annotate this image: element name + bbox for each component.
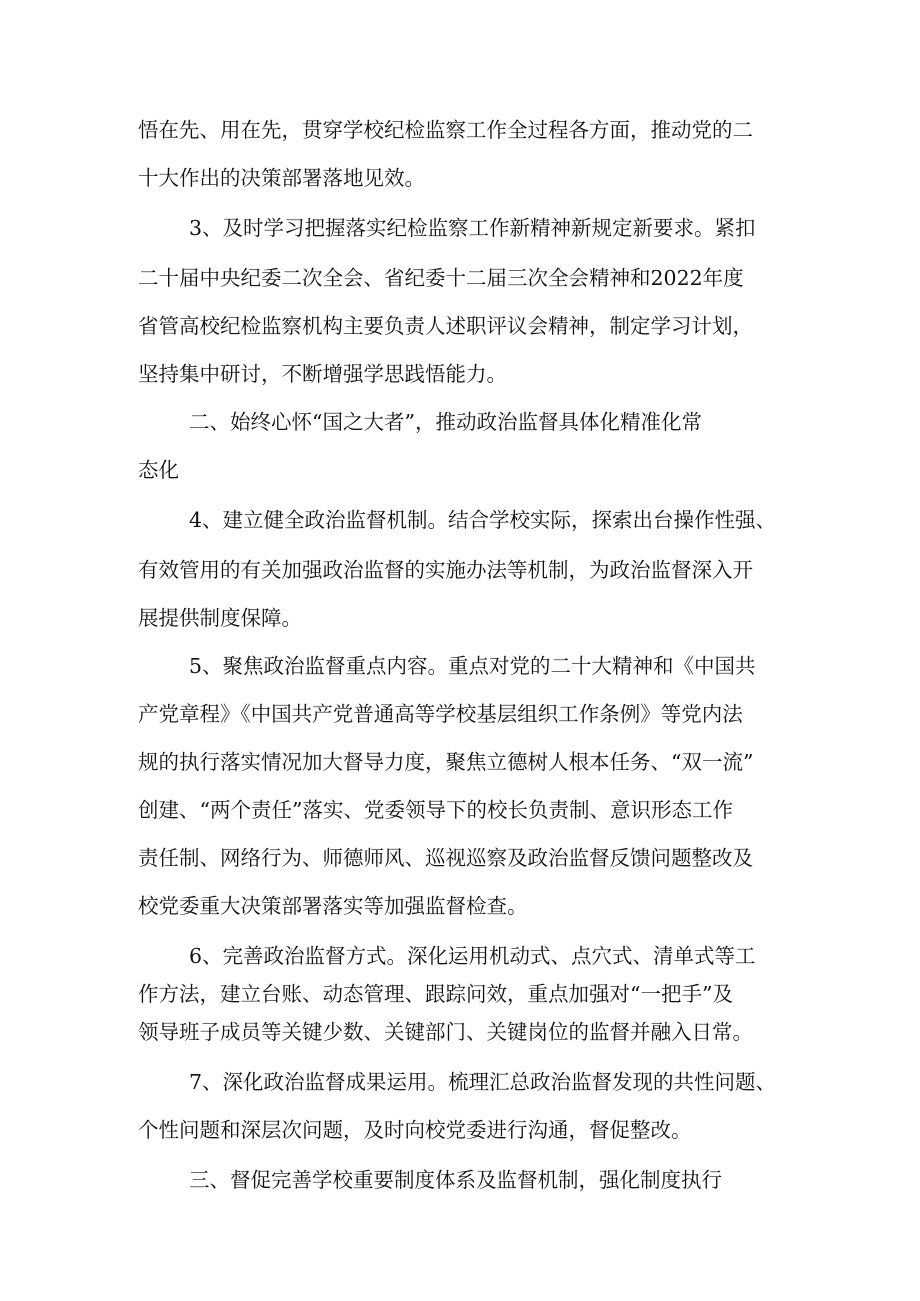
text-line: 省管高校纪检监察机构主要负责人述职评议会精神，制定学习计划， xyxy=(138,314,753,338)
text-line: 4、建立健全政治监督机制。结合学校实际，探索出台操作性强、 xyxy=(189,508,777,532)
text-line: 作方法，建立台账、动态管理、跟踪问效，重点加强对“一把手”及 xyxy=(138,982,733,1006)
text-line: 校党委重大决策部署落实等加强监督检查。 xyxy=(138,894,528,918)
text-line: 3、及时学习把握落实纪检监察工作新精神新规定新要求。紧扣 xyxy=(189,216,756,240)
text-line: 展提供制度保障。 xyxy=(138,606,302,630)
section-heading: 态化 xyxy=(138,458,179,482)
text-line: 规的执行落实情况加大督导力度，聚焦立德树人根本任务、“双一流” xyxy=(138,750,754,774)
section-heading: 三、督促完善学校重要制度体系及监督机制，强化制度执行 xyxy=(189,1168,722,1192)
text-line: 领导班子成员等关键少数、关键部门、关键岗位的监督并融入日常。 xyxy=(138,1020,753,1044)
text-line: 个性问题和深层次问题，及时向校党委进行沟通，督促整改。 xyxy=(138,1118,692,1142)
text-line: 二十届中央纪委二次全会、省纪委十二届三次全会精神和2022年度 xyxy=(138,266,744,290)
text-line: 产党章程》《中国共产党普通高等学校基层组织工作条例》等党内法 xyxy=(138,702,743,726)
text-line: 5、聚焦政治监督重点内容。重点对党的二十大精神和《中国共 xyxy=(189,654,756,678)
section-heading: 二、始终心怀“国之大者”，推动政治监督具体化精准化常 xyxy=(189,410,702,434)
text-line: 十大作出的决策部署落地见效。 xyxy=(138,166,425,190)
text-line: 坚持集中研讨，不断增强学思践悟能力。 xyxy=(138,362,507,386)
text-line: 6、完善政治监督方式。深化运用机动式、点穴式、清单式等工 xyxy=(189,944,756,968)
text-line: 创建、“两个责任”落实、党委领导下的校长负责制、意识形态工作 xyxy=(138,798,733,822)
text-line: 悟在先、用在先，贯穿学校纪检监察工作全过程各方面，推动党的二 xyxy=(138,118,753,142)
text-line: 责任制、网络行为、师德师风、巡视巡察及政治监督反馈问题整改及 xyxy=(138,846,753,870)
text-line: 7、深化政治监督成果运用。梳理汇总政治监督发现的共性问题、 xyxy=(189,1070,777,1094)
text-line: 有效管用的有关加强政治监督的实施办法等机制，为政治监督深入开 xyxy=(138,558,753,582)
